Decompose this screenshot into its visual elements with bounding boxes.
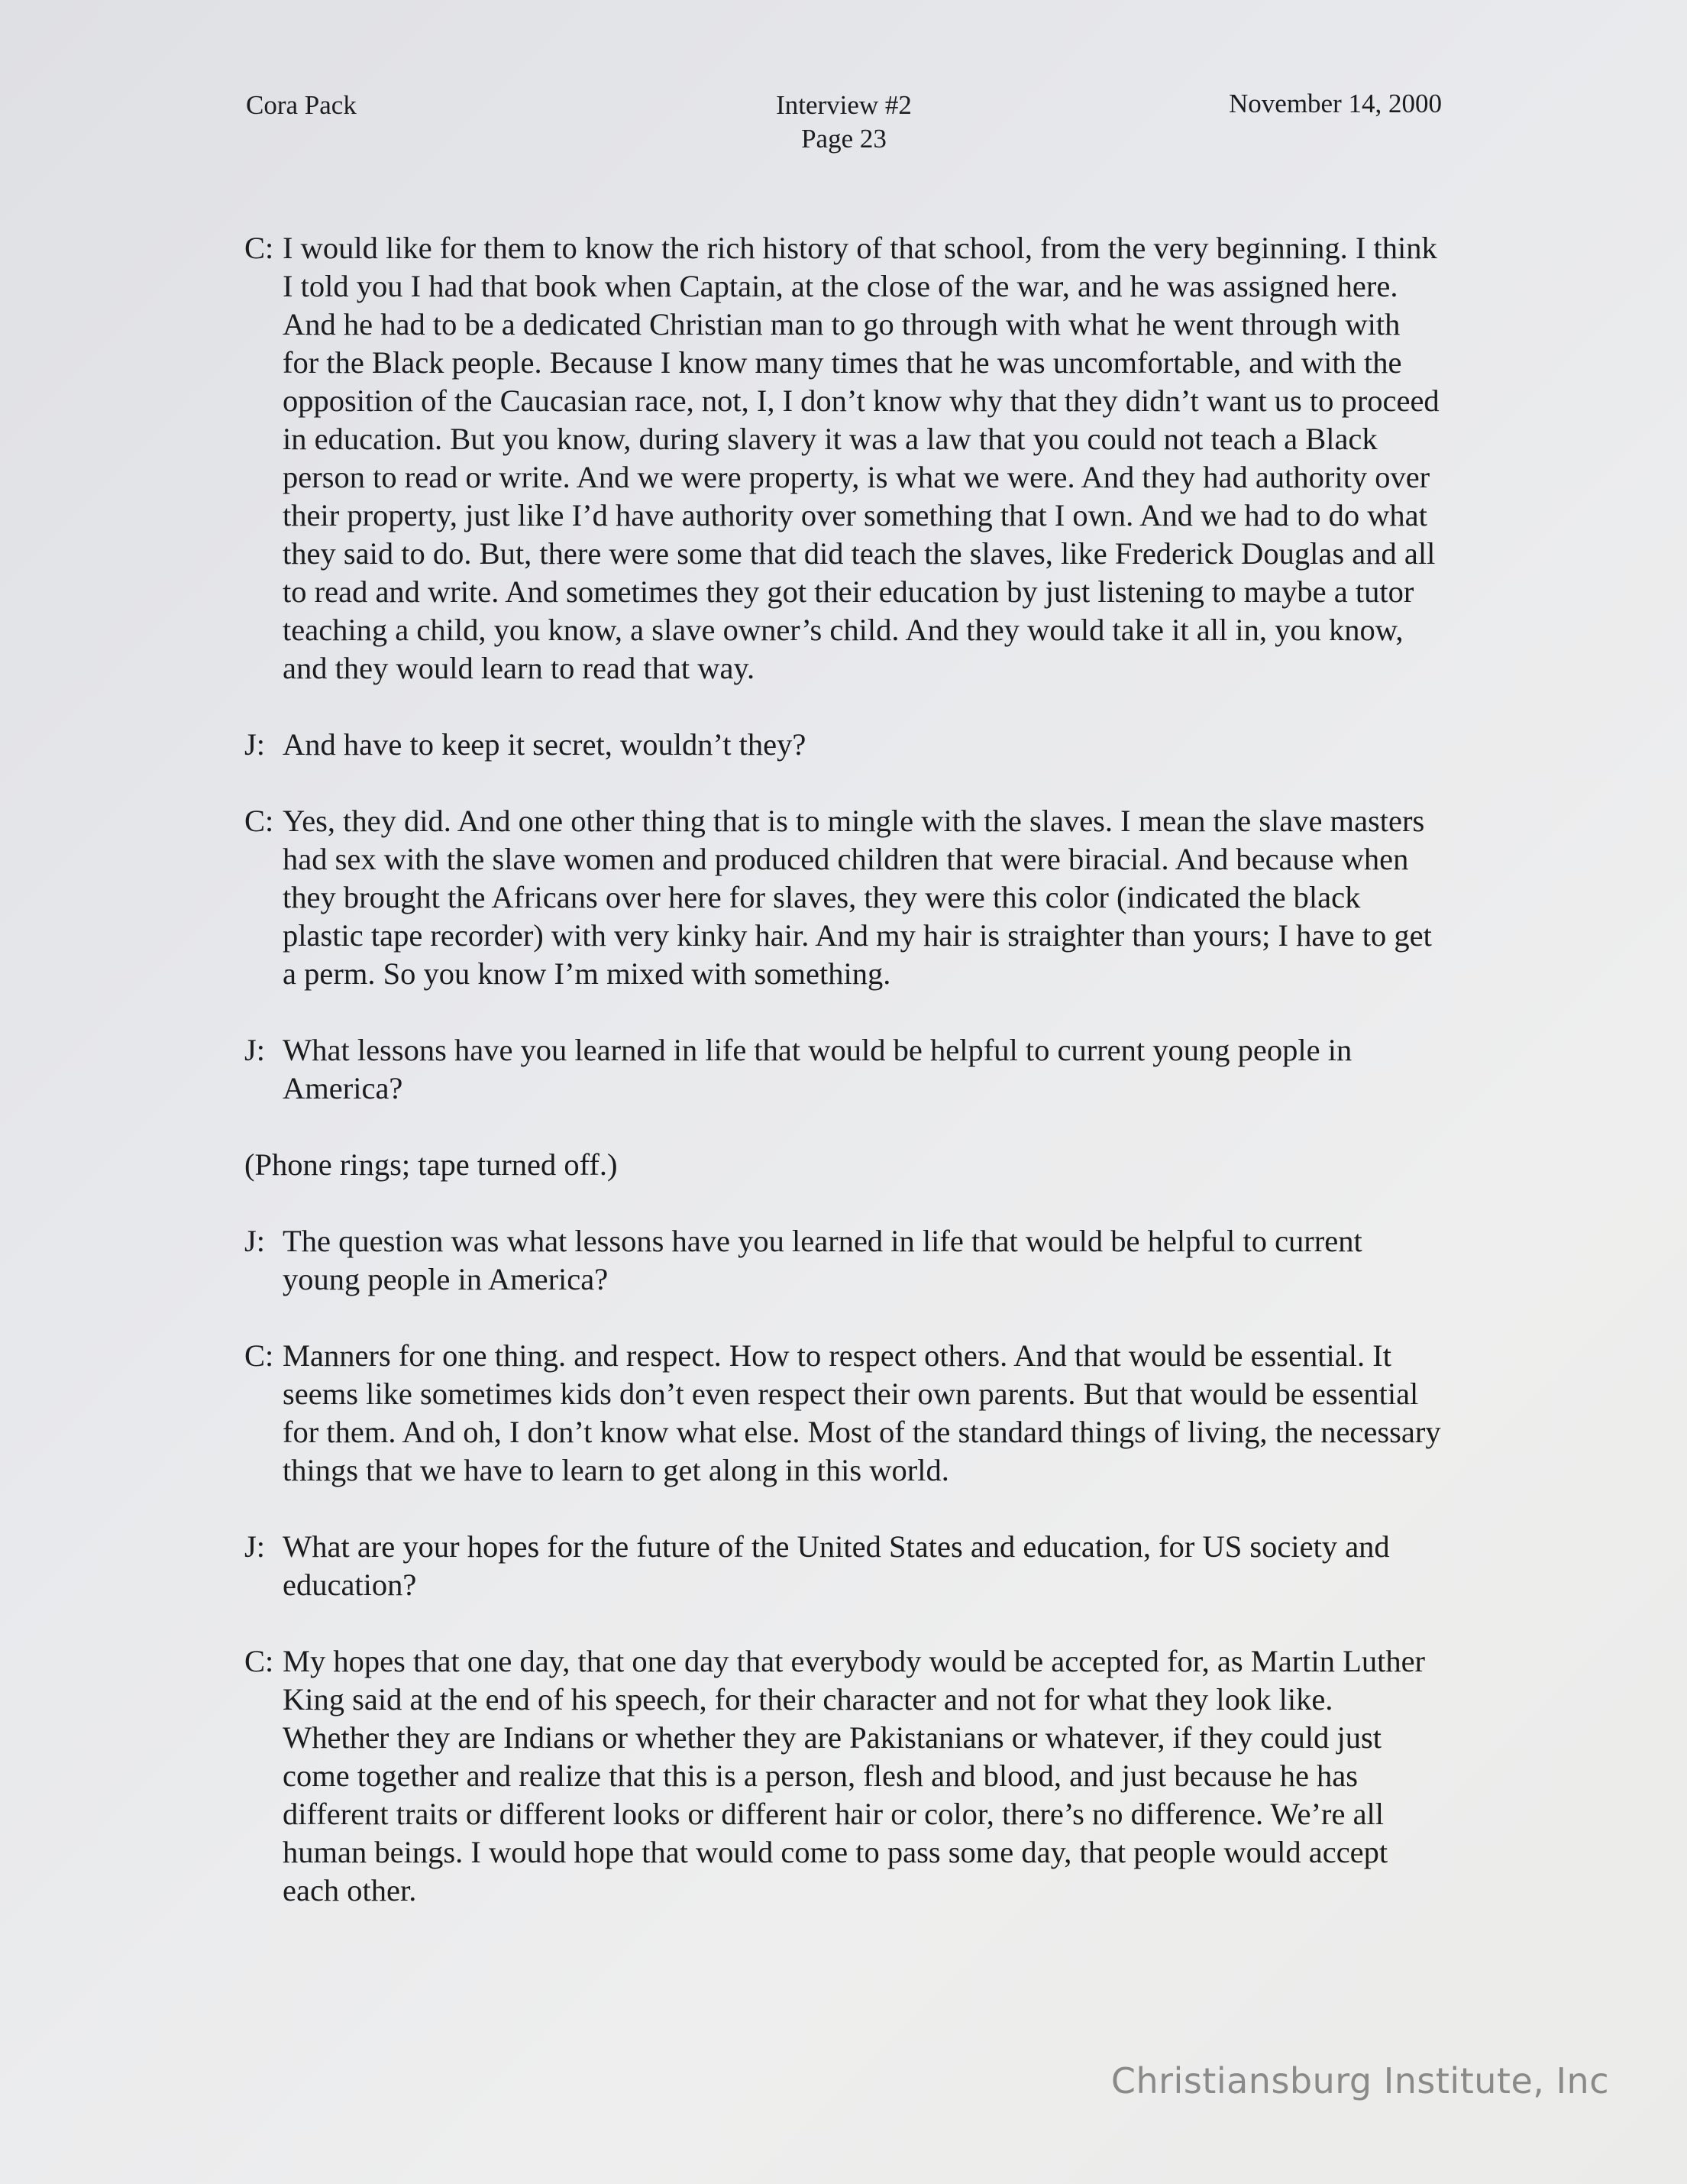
entry-text: What lessons have you learned in life that would be helpful to current young people in America? (283, 1033, 1353, 1105)
transcript-entry (244, 229, 1443, 688)
transcript-note (244, 1146, 1443, 1184)
entry-text: The question was what lessons have you learned in life that would be helpful to current young people in America? (283, 1224, 1362, 1296)
speaker-label: C: (244, 1338, 274, 1373)
speaker-label: J: (244, 727, 266, 762)
entry-text: My hopes that one day, that one day that everybody would be accepted for, as Martin Luther King said at the end of his speech, for their character and not for what they look like. Whether they are Indians or whether they are Pakistanians or whatever, if they could just come together and realize that this is a person, flesh and blood, and just because he has different traits or different looks or different hair or color, there’s no difference. We’re all human beings. I would hope that would come to pass some day, that people would accept each other. (283, 1644, 1426, 1907)
entry-text: Manners for one thing. and respect. How to respect others. And that would be essential. It seems like sometimes kids don’t even respect their own parents. But that would be essential for them. And oh, I don’t know what else. Most of the standard things of living, the necessary things that we have to learn to get along in this world. (283, 1338, 1441, 1487)
entry-text: And have to keep it secret, wouldn’t they? (283, 727, 806, 762)
speaker-label: J: (244, 1529, 266, 1564)
watermark-text: Christiansburg Institute, Inc (1110, 2060, 1609, 2101)
transcript-body (244, 229, 1443, 1910)
entry-text: What are your hopes for the future of the United States and education, for US society and education? (283, 1529, 1390, 1602)
transcript-entry (244, 1337, 1443, 1490)
speaker-label: C: (244, 1644, 274, 1678)
entry-text: Yes, they did. And one other thing that is to mingle with the slaves. I mean the slave masters had sex with the slave women and produced children that were biracial. And because when they brought the Africans over here for slaves, they were this color (indicated the black plastic tape recorder) with very kinky hair. And my hair is straighter than yours; I have to get a perm. So you know I’m mixed with something. (283, 804, 1432, 991)
entry-text: I would like for them to know the rich history of that school, from the very beginning. I think I told you I had that book when Captain, at the close of the war, and he was assigned here. And he had to be a dedicated Christian man to go through with what he went through with for the Black people. Because I know many times that he was uncomfortable, and with the opposition of the Caucasian race, not, I, I don’t know why that they didn’t want us to proceed in education. But you know, during slavery it was a law that you could not teach a Black person to read or write. And we were property, is what we were. And they had authority over their property, just like I’d have authority over something that I own. And we had to do what they said to do. But, there were some that did teach the slaves, like Frederick Douglas and all to read and write. And sometimes they got their education by just listening to maybe a tutor teaching a child, you know, a slave owner’s child. And they would take it all in, you know, and they would learn to read that way. (283, 231, 1440, 685)
header-interviewee: Cora Pack (246, 90, 357, 120)
header-page-number: Page 23 (801, 124, 887, 154)
transcript-entry (244, 1642, 1443, 1910)
transcript-entry (244, 726, 1443, 764)
transcript-entry (244, 802, 1443, 993)
speaker-label: C: (244, 231, 274, 265)
transcript-entry (244, 1222, 1443, 1299)
speaker-label: C: (244, 804, 274, 838)
header-interview-number: Interview #2 (776, 90, 912, 120)
note-text: (Phone rings; tape turned off.) (244, 1147, 618, 1182)
speaker-label: J: (244, 1033, 266, 1067)
header-date: November 14, 2000 (1229, 89, 1442, 118)
transcript-entry (244, 1031, 1443, 1108)
page-header (246, 86, 1442, 162)
speaker-label: J: (244, 1224, 266, 1258)
transcript-entry (244, 1528, 1443, 1604)
